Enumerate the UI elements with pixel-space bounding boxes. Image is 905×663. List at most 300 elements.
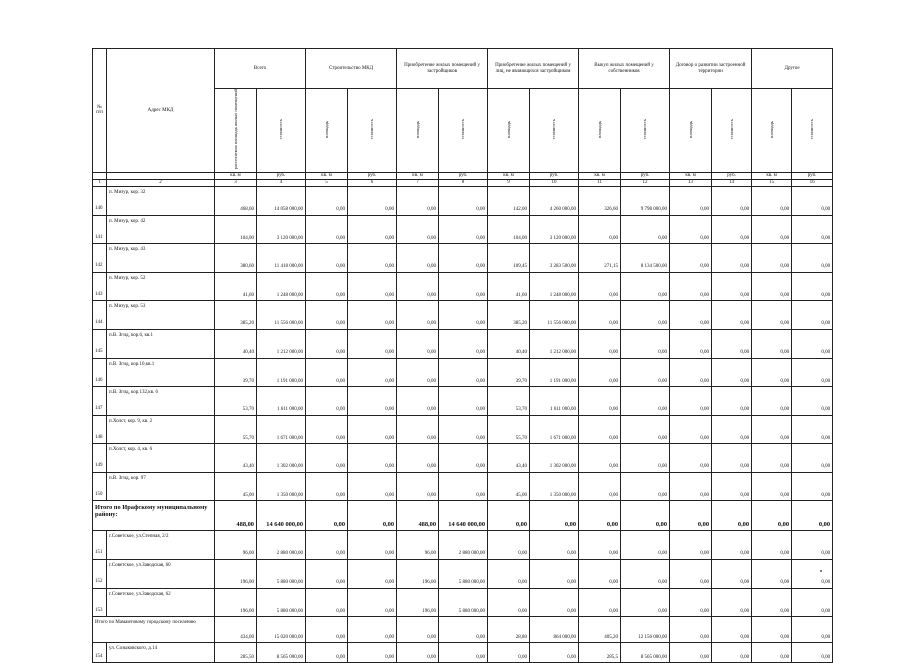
area-value: 41,60 [488, 272, 530, 301]
cost-subheader [530, 89, 579, 173]
subheader-label: расселяемая площадь жилых помещений [232, 89, 238, 170]
area-value: 0,00 [752, 186, 792, 215]
area-value: 39,70 [488, 358, 530, 387]
subheader-label: площадь [505, 120, 511, 138]
area-value: 40,40 [488, 329, 530, 358]
table-row [93, 560, 833, 589]
cost-value: 0,00 [439, 444, 488, 473]
subheader-label: стоимость [809, 119, 815, 140]
area-value: 39,70 [215, 358, 257, 387]
column-number: 8 [439, 179, 488, 186]
row-number: 144 [93, 301, 107, 330]
cost-value: 0,00 [348, 588, 397, 617]
cost-value: 0,00 [792, 588, 833, 617]
cost-value: 1 611 000,00 [530, 387, 579, 416]
area-value: 0,00 [306, 501, 348, 531]
cost-value: 864 000,00 [530, 617, 579, 643]
area-value: 0,00 [579, 215, 621, 244]
area-value: 0,00 [579, 472, 621, 501]
cost-value: 0,00 [439, 617, 488, 643]
cost-value: 1 302 000,00 [530, 444, 579, 473]
area-value: 28,80 [488, 617, 530, 643]
column-number: 15 [752, 179, 792, 186]
area-value: 0,00 [306, 329, 348, 358]
area-value: 0,00 [752, 444, 792, 473]
area-value: 0,00 [488, 560, 530, 589]
area-value: 0,00 [752, 643, 792, 663]
row-number: 140 [93, 186, 107, 215]
row-number: 142 [93, 244, 107, 273]
cost-value: 0,00 [530, 588, 579, 617]
area-value: 0,00 [306, 272, 348, 301]
cost-value: 0,00 [621, 272, 670, 301]
cost-value: 0,00 [348, 472, 397, 501]
area-value: 0,00 [306, 215, 348, 244]
cost-value: 0,00 [348, 301, 397, 330]
group-header: Договор о развитии застроенной территории [670, 49, 752, 89]
row-address: ул. Созыковского, д.14 [107, 643, 215, 663]
area-value: 0,00 [488, 643, 530, 663]
table-row [93, 444, 833, 473]
area-subheader [670, 89, 712, 173]
area-value: 0,00 [397, 415, 439, 444]
row-address: п.Холст, кор. 4, кв. 6 [107, 444, 215, 473]
unit-cell-empty [93, 172, 107, 179]
table-body [93, 186, 833, 662]
cost-value: 12 156 000,00 [621, 617, 670, 643]
area-value: 0,00 [752, 272, 792, 301]
area-value: 104,00 [215, 215, 257, 244]
cost-value: 1 671 000,00 [530, 415, 579, 444]
area-value: 488,00 [215, 501, 257, 531]
group-header: Всего [215, 49, 306, 89]
unit-cell: кв. м [306, 172, 348, 179]
area-value: 43,40 [488, 444, 530, 473]
cost-value: 0,00 [792, 272, 833, 301]
address-header: Адрес МКД [107, 49, 215, 173]
area-value: 0,00 [670, 358, 712, 387]
area-value: 0,00 [579, 444, 621, 473]
area-value: 40,40 [215, 329, 257, 358]
cost-value: 0,00 [792, 444, 833, 473]
cost-value: 0,00 [621, 444, 670, 473]
cost-value: 0,00 [348, 329, 397, 358]
table-row [93, 387, 833, 416]
subheader-label: стоимость [369, 119, 375, 140]
cost-value: 0,00 [712, 415, 752, 444]
cost-value: 0,00 [712, 387, 752, 416]
area-value: 0,00 [397, 472, 439, 501]
cost-value: 0,00 [712, 186, 752, 215]
column-number: 10 [530, 179, 579, 186]
area-value: 0,00 [306, 472, 348, 501]
cost-value: 0,00 [348, 560, 397, 589]
cost-value: 0,00 [621, 531, 670, 560]
table-row [93, 415, 833, 444]
column-number: 4 [257, 179, 306, 186]
table-row [93, 531, 833, 560]
cost-value: 0,00 [439, 415, 488, 444]
cost-value: 15 020 000,00 [257, 617, 306, 643]
area-value: 285,50 [215, 643, 257, 663]
area-value: 0,00 [579, 272, 621, 301]
table-row [93, 358, 833, 387]
area-value: 0,00 [670, 560, 712, 589]
area-value: 0,00 [670, 244, 712, 273]
group-header: Приобретение жилых помещений у застройщиков [397, 49, 488, 89]
area-value: 0,00 [579, 531, 621, 560]
column-number: 1 [93, 179, 107, 186]
row-number: 151 [93, 531, 107, 560]
area-value: 0,00 [579, 501, 621, 531]
row-number: 150 [93, 472, 107, 501]
num-header: № п/п [93, 49, 107, 173]
area-value: 0,00 [670, 643, 712, 663]
area-value: 0,00 [752, 358, 792, 387]
area-value: 271,15 [579, 244, 621, 273]
area-value: 0,00 [579, 415, 621, 444]
subheader-label: стоимость [460, 119, 466, 140]
area-value: 0,00 [670, 472, 712, 501]
area-value: 43,40 [215, 444, 257, 473]
cost-value: 0,00 [439, 358, 488, 387]
cost-subheader [257, 89, 306, 173]
unit-cell: кв. м [670, 172, 712, 179]
area-value: 0,00 [752, 472, 792, 501]
cost-value: 0,00 [530, 531, 579, 560]
area-value: 0,00 [670, 186, 712, 215]
cost-subheader [792, 89, 833, 173]
total-label: Итого по Мамамтовому городскому поселению [93, 617, 215, 643]
column-number: 12 [621, 179, 670, 186]
cost-value: 0,00 [712, 301, 752, 330]
row-number: 147 [93, 387, 107, 416]
row-address: п.В. Згид, кор.10,кв.1 [107, 358, 215, 387]
cost-value: 0,00 [530, 643, 579, 663]
row-number: 153 [93, 588, 107, 617]
row-number: 148 [93, 415, 107, 444]
cost-value: 0,00 [621, 472, 670, 501]
area-value: 0,00 [579, 301, 621, 330]
row-address: г.Советское, ул.Заводская, 62 [107, 588, 215, 617]
area-value: 96,00 [215, 531, 257, 560]
area-value: 0,00 [752, 588, 792, 617]
area-subheader [306, 89, 348, 173]
cost-value: 0,00 [792, 501, 833, 531]
column-number: 7 [397, 179, 439, 186]
row-address: п. Мизур, кор. 43 [107, 244, 215, 273]
row-address: п. Мизур, кор. 32 [107, 186, 215, 215]
cost-value: 1 191 000,00 [257, 358, 306, 387]
area-value: 0,00 [306, 358, 348, 387]
table-row [93, 472, 833, 501]
cost-subheader [439, 89, 488, 173]
area-value: 45,00 [488, 472, 530, 501]
group-header: Другое [752, 49, 833, 89]
area-value: 0,00 [306, 244, 348, 273]
cost-value: 5 880 000,00 [439, 588, 488, 617]
subheader-label: площадь [414, 120, 420, 138]
cost-value: 0,00 [712, 358, 752, 387]
column-number-row [93, 179, 833, 186]
cost-value: 0,00 [348, 415, 397, 444]
area-value: 0,00 [752, 215, 792, 244]
cost-value: 0,00 [439, 301, 488, 330]
cost-value: 0,00 [621, 301, 670, 330]
cost-value: 5 880 000,00 [439, 560, 488, 589]
area-value: 326,60 [579, 186, 621, 215]
cost-value: 0,00 [621, 215, 670, 244]
cost-value: 11 556 000,00 [257, 301, 306, 330]
cost-value: 1 611 000,00 [257, 387, 306, 416]
cost-value: 0,00 [621, 588, 670, 617]
cost-value: 0,00 [439, 215, 488, 244]
cost-value: 1 212 000,00 [257, 329, 306, 358]
area-value: 0,00 [306, 643, 348, 663]
subheader-label: стоимость [278, 119, 284, 140]
cost-value: 0,00 [621, 560, 670, 589]
cost-value: 0,00 [712, 244, 752, 273]
area-value: 41,60 [215, 272, 257, 301]
unit-cell: кв. м [215, 172, 257, 179]
column-number: 11 [579, 179, 621, 186]
table-row [93, 215, 833, 244]
unit-row [93, 172, 833, 179]
area-value: 0,00 [488, 588, 530, 617]
row-address: г.Советское, ул.Степная, 2/2 [107, 531, 215, 560]
cost-value: 5 880 000,00 [257, 560, 306, 589]
area-value: 96,00 [397, 531, 439, 560]
cost-value: 14 058 000,00 [257, 186, 306, 215]
cost-value: 3 120 000,00 [257, 215, 306, 244]
area-value: 0,00 [670, 272, 712, 301]
area-value: 0,00 [397, 387, 439, 416]
area-value: 0,00 [306, 415, 348, 444]
cost-value: 0,00 [348, 244, 397, 273]
cost-value: 0,00 [530, 501, 579, 531]
area-value: 380,60 [215, 244, 257, 273]
area-value: 53,70 [488, 387, 530, 416]
unit-cell: руб. [257, 172, 306, 179]
column-number: 14 [712, 179, 752, 186]
cost-value: 1 212 000,00 [530, 329, 579, 358]
cost-value: 0,00 [348, 215, 397, 244]
cost-value: 0,00 [792, 358, 833, 387]
table-row [93, 643, 833, 663]
group-header: Строительство МКД [306, 49, 397, 89]
cost-subheader [712, 89, 752, 173]
row-address: п.Холст, кор. 9, кв. 2 [107, 415, 215, 444]
resettlement-table [92, 48, 833, 663]
area-value: 0,00 [670, 617, 712, 643]
cost-value: 14 640 000,00 [439, 501, 488, 531]
area-value: 0,00 [752, 387, 792, 416]
cost-value: 0,00 [712, 444, 752, 473]
area-value: 45,00 [215, 472, 257, 501]
area-subheader [579, 89, 621, 173]
cost-value: 0,00 [348, 444, 397, 473]
cost-value: 8 565 000,00 [621, 643, 670, 663]
area-value: 0,00 [752, 501, 792, 531]
row-address: п. Мизур, кор. 53 [107, 301, 215, 330]
row-number: 152 [93, 560, 107, 589]
area-value: 0,00 [752, 301, 792, 330]
area-value: 0,00 [306, 560, 348, 589]
area-value: 0,00 [397, 272, 439, 301]
unit-cell: кв. м [579, 172, 621, 179]
table-row [93, 272, 833, 301]
area-value: 142,00 [488, 186, 530, 215]
cost-value: 0,00 [792, 560, 833, 589]
area-value: 0,00 [670, 215, 712, 244]
subheader-label: площадь [596, 120, 602, 138]
subheader-label: площадь [687, 120, 693, 138]
area-value: 385,20 [488, 301, 530, 330]
cost-value: 0,00 [621, 329, 670, 358]
cost-value: 0,00 [792, 215, 833, 244]
cost-value: 0,00 [439, 472, 488, 501]
cost-value: 0,00 [439, 387, 488, 416]
unit-cell: кв. м [752, 172, 792, 179]
area-value: 0,00 [670, 531, 712, 560]
area-value: 385,20 [215, 301, 257, 330]
area-value: 0,00 [670, 387, 712, 416]
cost-value: 0,00 [712, 329, 752, 358]
cost-value: 0,00 [792, 301, 833, 330]
unit-cell: руб. [348, 172, 397, 179]
unit-cell: кв. м [397, 172, 439, 179]
cost-value: 0,00 [621, 387, 670, 416]
cost-value: 1 191 000,00 [530, 358, 579, 387]
area-value: 0,00 [579, 387, 621, 416]
area-value: 0,00 [306, 387, 348, 416]
cost-value: 0,00 [348, 531, 397, 560]
cost-value: 0,00 [439, 329, 488, 358]
cost-value: 0,00 [792, 472, 833, 501]
cost-value: 0,00 [712, 617, 752, 643]
area-value: 0,00 [670, 444, 712, 473]
area-value: 0,00 [397, 186, 439, 215]
area-value: 468,60 [215, 186, 257, 215]
area-value: 0,00 [752, 244, 792, 273]
column-number: 6 [348, 179, 397, 186]
cost-value: 0,00 [792, 415, 833, 444]
cost-value: 0,00 [792, 387, 833, 416]
cost-value: 0,00 [439, 643, 488, 663]
cost-subheader [621, 89, 670, 173]
area-value: 0,00 [397, 444, 439, 473]
cost-value: 0,00 [712, 215, 752, 244]
total-row [93, 617, 833, 643]
cost-value: 0,00 [348, 643, 397, 663]
row-number: 146 [93, 358, 107, 387]
cost-value: 1 248 000,00 [257, 272, 306, 301]
area-value: 0,00 [306, 531, 348, 560]
area-value: 196,00 [397, 560, 439, 589]
area-value: 0,00 [397, 617, 439, 643]
cost-value: 5 880 000,00 [257, 588, 306, 617]
row-address: п. Мизур, кор. 52 [107, 272, 215, 301]
row-address: п.В. Згид, кор.6, кв.1 [107, 329, 215, 358]
area-value: 0,00 [397, 244, 439, 273]
subheader-label: стоимость [728, 119, 734, 140]
area-subheader [752, 89, 792, 173]
column-number: 3 [215, 179, 257, 186]
area-value: 488,00 [397, 501, 439, 531]
area-subheader [488, 89, 530, 173]
area-value: 0,00 [579, 358, 621, 387]
unit-cell: руб. [530, 172, 579, 179]
cost-value: 1 350 000,00 [530, 472, 579, 501]
area-value: 0,00 [670, 415, 712, 444]
area-value: 0,00 [488, 501, 530, 531]
column-number: 16 [792, 179, 833, 186]
cost-value: 2 880 000,00 [439, 531, 488, 560]
row-address: п.В. Згид, кор.132,кв. 6 [107, 387, 215, 416]
area-value: 0,00 [306, 444, 348, 473]
column-number: 2 [107, 179, 215, 186]
area-value: 434,00 [215, 617, 257, 643]
unit-cell: руб. [439, 172, 488, 179]
row-number: 149 [93, 444, 107, 473]
unit-cell: кв. м [488, 172, 530, 179]
cost-value: 1 671 000,00 [257, 415, 306, 444]
area-value: 104,00 [488, 215, 530, 244]
cost-value: 0,00 [530, 560, 579, 589]
cost-value: 0,00 [712, 560, 752, 589]
area-value: 0,00 [306, 301, 348, 330]
area-value: 0,00 [397, 301, 439, 330]
cost-value: 0,00 [348, 387, 397, 416]
cost-value: 0,00 [348, 358, 397, 387]
cost-value: 8 565 000,00 [257, 643, 306, 663]
row-number: 141 [93, 215, 107, 244]
row-address: п.В. Згид, кор. 97 [107, 472, 215, 501]
area-value: 0,00 [670, 588, 712, 617]
area-value: 0,00 [488, 531, 530, 560]
area-value: 0,00 [752, 329, 792, 358]
area-value: 285,5 [579, 643, 621, 663]
area-value: 55,70 [488, 415, 530, 444]
subheader-label: стоимость [642, 119, 648, 140]
cost-value: 1 350 000,00 [257, 472, 306, 501]
area-value: 405,20 [579, 617, 621, 643]
area-value: 196,00 [215, 588, 257, 617]
cost-value: 1 248 000,00 [530, 272, 579, 301]
group-header: Приобретение жилых помещений у лиц, не являющихся застройщиком [488, 49, 579, 89]
area-value: 0,00 [752, 560, 792, 589]
cost-value: 0,00 [621, 415, 670, 444]
cost-value: 0,00 [439, 186, 488, 215]
cost-value: 0,00 [792, 617, 833, 643]
cost-subheader [348, 89, 397, 173]
row-number: 143 [93, 272, 107, 301]
group-header: Выкуп жилых помещений у собственников [579, 49, 670, 89]
area-subheader [397, 89, 439, 173]
area-value: 0,00 [752, 617, 792, 643]
cost-value: 1 302 000,00 [257, 444, 306, 473]
cost-value: 0,00 [712, 272, 752, 301]
area-value: 0,00 [397, 643, 439, 663]
cost-value: 2 880 000,00 [257, 531, 306, 560]
column-number: 5 [306, 179, 348, 186]
cost-value: 0,00 [712, 472, 752, 501]
row-address: п. Мизур, кор. 42 [107, 215, 215, 244]
cost-value: 14 640 000,00 [257, 501, 306, 531]
area-value: 0,00 [306, 186, 348, 215]
column-number: 13 [670, 179, 712, 186]
area-value: 196,00 [397, 588, 439, 617]
